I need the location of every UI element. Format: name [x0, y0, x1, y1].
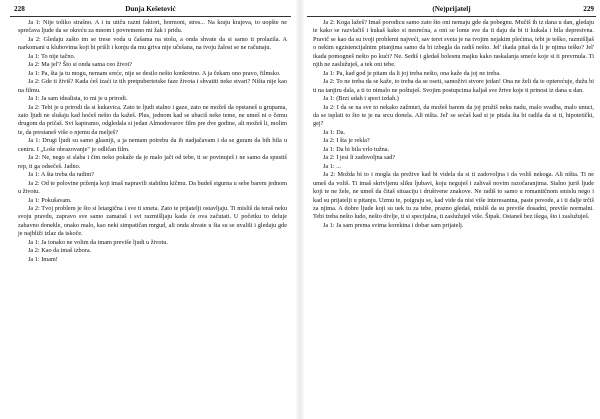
right-page-text: [307, 17, 596, 230]
paragraph: Ja 1: Imam!: [28, 255, 58, 263]
paragraph: Ja 2: To ne treba da se kaže, to treba da se oseti, samoživi stvore jedan! Ona ne želi da te opterećuje, dužu bi ti na tanjiru dala, a ti to nimalo ne poštuješ. Svojim postupcima kaljaš sve žrtve koje ti prinosi iz dana u dan.: [313, 78, 594, 94]
paragraph: Ja 1: (Brzi udah i spori izdah.): [323, 95, 399, 103]
paragraph: Ja 2: Ma jel'? Što si onda sama ceo život?: [28, 61, 133, 69]
right-page-number: 229: [583, 5, 594, 13]
paragraph: Ja 1: Nije toliko strašno. A i tu utiču razni faktori, hormoni, stres... Na kraju krajeva, to uopšte ne sprečava ljude da se okreću za mnom i povremeno mi žak i pridu.: [18, 19, 287, 35]
paragraph: Ja 1: To nije tačno.: [28, 52, 76, 60]
paragraph: Ja 2: Kao da imaš izbora.: [28, 247, 92, 255]
paragraph: Ja 2: I šta je rekla?: [323, 137, 370, 145]
left-page-text: [10, 17, 291, 264]
left-page-number: 228: [14, 5, 25, 13]
paragraph: Ja 1: Ja sam prema svima korektna i dobar sam prijatelj.: [323, 221, 464, 229]
left-running-head: Dunja Kešetović: [125, 5, 176, 13]
left-page-header: [10, 0, 291, 17]
paragraph: Ja 2: I da se na sve to nekako zažmuri, da možeš barem da joj pružiš neku nadu, malo svadba, malo unuci, da se isplati to što te je na srcu donela. Ali ništa. Jel' se sećaš kad si je pitala šta bi radila da si ti, hipotetički, gej?: [313, 103, 594, 128]
book-gutter: [295, 0, 305, 419]
paragraph: Ja 2: Ne, nego si slaba i čim neko pokaže da je malo jači od tebe, ti se povinuješ i ne samo da spustiš rep, ti ga odsečeš. Jadno.: [18, 154, 287, 170]
paragraph: Ja 2: Gde ti živiš? Kada ćeš izaći iz tih pretpubertetske faze života i shvatiti neke stvari? Ništa nije kao na filmu.: [18, 78, 287, 94]
paragraph: Ja 1: Ja ionako ne volim da imam previše ljudi u životu.: [28, 238, 168, 246]
paragraph: Ja 1: Da bi bila vrlo tužna.: [323, 145, 390, 153]
paragraph: Ja 2: Od te polovine prženja koji imaš napravili stabilnu kičmu. Da budeš sigurna u sebe barem jednom u životu.: [18, 179, 287, 196]
paragraph: Ja 1: Pa, kad god je pitam da li joj treba nešto, ona kaže da joj ne treba.: [323, 69, 501, 77]
paragraph: Ja 2: Koga lažeš? Imaš porodicu samo zato što oni nemaju gde da pobegnu. Mučiš ih iz dana u dan, gledaju te kako se razvlačiš i kukaš kako si nesrećna, a oni se lome sve da ti daju da bi ti kukala i bila depresivna. Pravič se kao da su tvoji problemi najveći, sav teret sveta je na tvojim nejakim plećima, tebi je teško, razmišljaš o nekim egzistencijalnim pitanjima samo da bi izbegla da radiš nešto. Jel' ikada pitaš da li je njima teško? Jel' ikada pomogneš nešto po kući? Ne. Sediš i gledaš bolesnu majku kako raskalanja smeće koje si ti prevrnula. Ti njih ne zaslužuješ, a tek oni tebe.: [313, 19, 594, 69]
paragraph: Ja 2: Gledaju zašto im se trese voda u čašama na stolu, a onda shvate da si samo ti prolazila. A narkomani u klubovima koji bi prišli i konju da mu griva nije učešana, na tvoju žalost se ne računaju.: [18, 35, 287, 52]
paragraph: Ja 1: Pa, šta ja tu mogu, nemam sreće, nije se desilo nešto konkretno. A ja čekam ono pravo, filmsko.: [28, 69, 281, 77]
right-page: [307, 0, 596, 419]
paragraph: Ja 1: Ja sam idealista, to mi je u prirodi.: [28, 95, 128, 103]
paragraph: Ja 1: Pokušavam.: [28, 196, 72, 204]
paragraph: Ja 2: Možda bi to i mogla da prežive kad bi videla da si ti zadovoljna i da voliš nekoga. Ali ništa. Ti ne umeš da voliš. Ti imaš skrivljenu sliku ljubavi, koju neguješ i zalivaš novim razočaranjima. Stalno juriš ljude koji te ne žele, ne umeš da čitaš situaciju i društvene znakove. Ne radiš to samo u romantičnom smislu nego i kad su prijatelji u pitanju. Uzmu te, poigraju se, kad vide da nisi više interesantna, paste povode, a i ti dalje trčiš za njima. A dobre ljude koji su uek tu za tebe, prazno gledaš, misliš da su previše dosadni, previše normalni. Tebi treba nešto ludo, nešto divlje, ti si specijalna, ti zaslužuješ više. Šipak. Ostaneš bez išega, što i zaslužuješ.: [313, 171, 594, 221]
paragraph: Ja 2: I jesi li zadovoljna sad?: [323, 154, 396, 162]
paragraph: Ja 1: Da.: [323, 128, 346, 136]
paragraph: Ja 2: Tvoj problem je što si letargična i sve ti smeta. Zato te prijatelji ostavljaju. Ti misliš da teraš neku svoju pravdu, zapravo sve samo zamaraš i svi razmišljaju kada će ova začutati. U početku to deluje zabavno donekle, onako malo, kao neki simpatičan mrgud, ali onda shvate u šta su se uvalili i gledaju gde je najbliži izlaz da iskoče.: [18, 204, 287, 238]
paragraph: Ja 1: A šta treba da radim?: [28, 171, 94, 179]
paragraph: Ja 1: Drugi ljudi su samo glasniji, a ja nemam potrebu da ih nadjačavam i da se guram da bih bila u centru. I „Loše obrazovanje" je odličan film.: [18, 137, 287, 153]
paragraph: Ja 2: Tebi je u prirodi da si kukavica. Zato te ljudi stalno i gaze, zato ne možeš da opstaneš u grupama, zato ljudi ne slušaju kad hoćeš nešto da kažeš. Plus, jednom kad se ubaciš neke teme, ne umeš ni o čemu drugom da pričaš. Svi kapiramo, odgledala si jedan Almodovarov film pre dve godine, ali možeš li, molim te, da prestaneš više o njemu da melješ?: [18, 103, 287, 136]
paragraph: Ja 1: ...: [323, 162, 341, 170]
right-page-header: [307, 0, 596, 17]
left-page: [0, 0, 291, 419]
right-running-head: (Ne)prijatelj: [432, 5, 471, 13]
